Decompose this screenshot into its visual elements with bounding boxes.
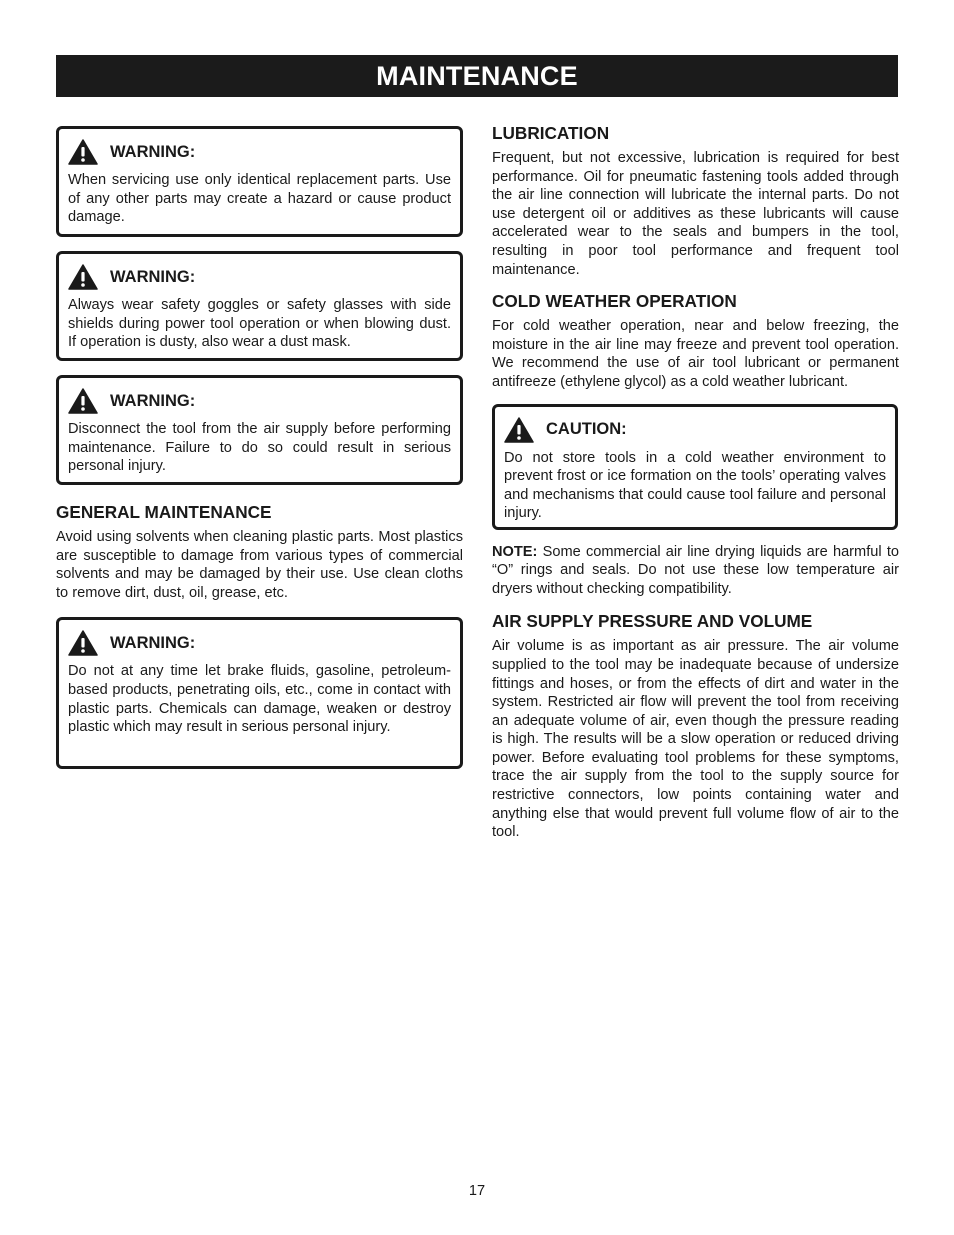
air-supply-section bbox=[492, 610, 899, 842]
warning-label: WARNING: bbox=[110, 142, 196, 161]
caution-box-cold-storage bbox=[492, 404, 898, 530]
right-column bbox=[492, 122, 899, 853]
warning-box-plastic-parts bbox=[56, 617, 463, 769]
warning-text: Do not at any time let brake fluids, gasoline, petroleum-based products, penetrating oils, etc., come in contact with plastic parts. Chemicals can damage, weaken or destroy plastic which may result in serious personal injury. bbox=[68, 663, 451, 736]
general-maintenance-section bbox=[56, 501, 463, 602]
section-heading: LUBRICATION bbox=[492, 123, 610, 143]
warning-box-safety-goggles bbox=[56, 251, 463, 361]
warning-label: WARNING: bbox=[110, 267, 196, 286]
warning-triangle-icon bbox=[504, 417, 534, 443]
cold-weather-section bbox=[492, 290, 899, 391]
section-heading: GENERAL MAINTENANCE bbox=[56, 502, 272, 522]
warning-triangle-icon bbox=[68, 630, 98, 656]
warning-label: WARNING: bbox=[110, 633, 196, 652]
section-heading: AIR SUPPLY PRESSURE AND VOLUME bbox=[492, 611, 813, 632]
page-number: 17 bbox=[468, 1183, 486, 1199]
warning-box-disconnect-air bbox=[56, 375, 463, 485]
warning-triangle-icon bbox=[68, 264, 98, 290]
note-paragraph bbox=[492, 543, 899, 599]
warning-text: Always wear safety goggles or safety glasses with side shields during power tool operation or when blowing dust. If operation is dusty, also wear a dust mask. bbox=[68, 297, 451, 351]
warning-text: Disconnect the tool from the air supply before performing maintenance. Failure to do so could result in serious personal injury. bbox=[68, 421, 451, 475]
warning-text: When servicing use only identical replacement parts. Use of any other parts may create a hazard or cause product damage. bbox=[68, 172, 451, 226]
lubrication-section bbox=[492, 122, 899, 279]
warning-box-replacement-parts bbox=[56, 126, 463, 237]
warning-header bbox=[68, 264, 451, 290]
note-text: Some commercial air line drying liquids are harmful to “O” rings and seals. Do not use these low temperature air dryers without checking compatibility. bbox=[492, 543, 899, 597]
caution-header bbox=[504, 417, 886, 443]
warning-triangle-icon bbox=[68, 139, 98, 165]
warning-label: WARNING: bbox=[110, 391, 196, 410]
note-label: NOTE: bbox=[492, 543, 538, 560]
section-text: Frequent, but not excessive, lubrication is required for best performance. Oil for pneumatic fastening tools added through the air line connection will lubricate the internal parts. Do not use detergent oil or additives as these lubricants will cause accelerated wear to the seals and bumpers in the tool, resulting in poor tool performance and frequent tool maintenance. bbox=[492, 150, 899, 278]
section-text: Avoid using solvents when cleaning plastic parts. Most plastics are susceptible to damage from various types of commercial solvents and may be damaged by their use. Use clean cloths to remove dirt, dust, oil, grease, etc. bbox=[56, 529, 463, 601]
warning-triangle-icon bbox=[68, 388, 98, 414]
warning-header bbox=[68, 630, 451, 656]
warning-header bbox=[68, 139, 451, 165]
section-text: Air volume is as important as air pressure. The air volume supplied to the tool may be inadequate because of undersize fittings and hoses, or from the effects of dirt and water in the system. Restricted air flow will prevent the tool from receiving an adequate volume of air, even though the pressure reading is high. The results will be a slow operation or reduced driving power. Before evaluating tool problems for these symptoms, trace the air supply from the tool to the supply source for restrictive connectors, low points containing water and anything else that would prevent full volume flow of air to the tool. bbox=[492, 638, 899, 841]
warning-header bbox=[68, 388, 451, 414]
section-heading: COLD WEATHER OPERATION bbox=[492, 291, 737, 312]
page-title: MAINTENANCE bbox=[56, 55, 898, 97]
caution-text: Do not store tools in a cold weather environment to prevent frost or ice formation on the tools’ operating valves and mechanisms that could cause tool failure and personal injury. bbox=[504, 449, 886, 522]
section-text: For cold weather operation, near and below freezing, the moisture in the air line may freeze and prevent tool operation. We recommend the use of air tool lubricant or permanent antifreeze (ethylene glycol) as a cold weather lubricant. bbox=[492, 318, 899, 390]
caution-label: CAUTION: bbox=[546, 420, 627, 439]
left-column bbox=[56, 126, 463, 783]
